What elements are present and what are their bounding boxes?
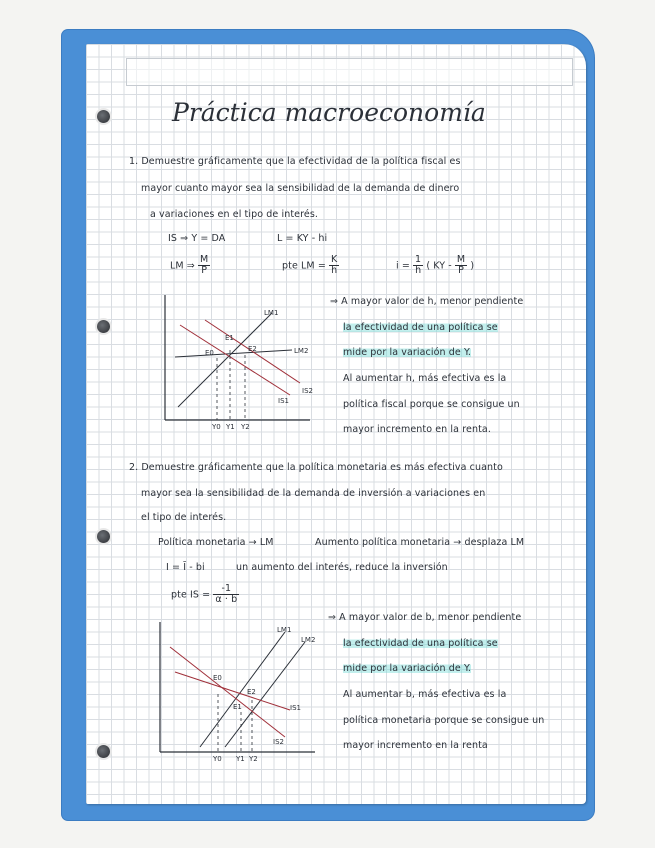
q1-interest-close: ) [470, 260, 475, 272]
q1-slope-fraction [329, 255, 339, 277]
q1-statement-line1: 1. Demuestre gráficamente que la efectividad de la política fiscal es [129, 156, 461, 167]
q1-lm-prefix: LM ⇒ [170, 260, 195, 272]
q2-slope-fraction [213, 584, 239, 606]
q1-lm-fraction [198, 255, 210, 277]
q2-policy-right: Aumento política monetaria → desplaza LM [315, 537, 525, 548]
punch-hole-lower [97, 530, 110, 543]
q2-equation-slope [171, 584, 239, 606]
q1-equation-lm [170, 255, 210, 277]
q1-label-y2: Y2 [241, 423, 250, 431]
q2-answer-line3: mide por la variación de Y. [343, 663, 472, 674]
q1-interest-den: h [415, 265, 422, 277]
q1-answer-line1: ⇒ A mayor valor de h, menor pendiente [330, 296, 524, 307]
q2-islm-graph [155, 622, 325, 762]
q1-answer-line2: la efectividad de una política se [343, 322, 498, 333]
q1-interest-fraction [413, 255, 423, 277]
q2-lm2-line [225, 642, 305, 747]
q2-label-is1: IS1 [290, 704, 301, 712]
q1-label-e1: E1 [225, 334, 234, 342]
q1-interest-fraction2 [455, 255, 467, 277]
header-box [126, 58, 573, 86]
q1-islm-graph [160, 295, 320, 430]
q1-statement-line3: a variaciones en el tipo de interés. [150, 209, 319, 220]
q2-label-lm1: LM1 [277, 626, 292, 634]
q1-interest-prefix: i = [396, 260, 410, 272]
q1-answer-line3: mide por la variación de Y. [343, 347, 472, 358]
q1-label-lm2: LM2 [294, 347, 309, 355]
q2-label-e1: E1 [233, 703, 242, 711]
punch-hole-top [97, 110, 110, 123]
q1-label-e0: E0 [205, 349, 214, 357]
q1-interest-den2: P [458, 265, 464, 277]
q2-slope-den: α · b [215, 594, 238, 606]
q2-answer-line5: política monetaria porque se consigue un [343, 715, 545, 726]
q1-label-is1: IS1 [278, 397, 289, 405]
q2-answer-line4: Al aumentar b, más efectiva es la [343, 689, 507, 700]
q2-investment-text: un aumento del interés, reduce la inversión [236, 562, 448, 573]
q1-label-is2: IS2 [302, 387, 313, 395]
punch-hole-bottom [97, 745, 110, 758]
q2-statement-line1: 2. Demuestre gráficamente que la política monetaria es más efectiva cuanto [129, 462, 503, 473]
q1-interest-mid: ( KY - [426, 260, 452, 272]
q1-label-e2: E2 [248, 345, 257, 353]
q2-label-is2: IS2 [273, 738, 284, 746]
q2-is2-line [170, 647, 285, 737]
q1-lm-den: P [201, 265, 208, 277]
title-text: Práctica macroeconomía [172, 98, 486, 127]
q1-statement-line2: mayor cuanto mayor sea la sensibilidad de la demanda de dinero [141, 183, 460, 194]
q1-is1-line [180, 325, 290, 395]
q1-slope-prefix: pte LM = [282, 260, 326, 272]
q2-answer-line2: la efectividad de una política se [343, 638, 498, 649]
q1-equation-interest [396, 255, 474, 277]
q2-label-e2: E2 [247, 688, 256, 696]
q1-equation-is: IS ⇒ Y = DA [168, 233, 226, 244]
q1-answer-line4: Al aumentar h, más efectiva es la [343, 373, 507, 384]
q1-lm1-line [178, 313, 272, 407]
q1-answer-line6: mayor incremento en la renta. [343, 424, 491, 435]
q2-answer-line1: ⇒ A mayor valor de b, menor pendiente [328, 612, 522, 623]
q2-investment-equation: I = Ī - bi [166, 562, 205, 573]
q2-lm1-line [200, 632, 285, 747]
q1-label-y1: Y1 [226, 423, 235, 431]
page-title [172, 98, 486, 127]
q1-equation-slope [282, 255, 339, 277]
q2-label-lm2: LM2 [301, 636, 316, 644]
q2-slope-prefix: pte IS = [171, 589, 211, 601]
q1-interest-num2: M [456, 254, 466, 265]
q2-label-y1: Y1 [236, 755, 245, 763]
q2-statement-line2: mayor sea la sensibilidad de la demanda de inversión a variaciones en [141, 488, 486, 499]
q1-label-lm1: LM1 [264, 309, 279, 317]
q1-answer-line5: política fiscal porque se consigue un [343, 399, 520, 410]
q2-answer-line6: mayor incremento en la renta [343, 740, 488, 751]
q2-policy-left: Política monetaria → LM [158, 537, 274, 548]
punch-hole-middle [97, 320, 110, 333]
q1-slope-den: h [331, 265, 338, 277]
q2-statement-line3: el tipo de interés. [141, 512, 227, 523]
q2-label-e0: E0 [213, 674, 222, 682]
q2-slope-num: -1 [213, 584, 239, 595]
q2-label-y2: Y2 [249, 755, 258, 763]
q1-interest-num: 1 [415, 254, 422, 265]
q2-label-y0: Y0 [213, 755, 222, 763]
q1-lm-num: M [200, 254, 209, 265]
q1-equation-money-demand: L = KY - hi [277, 233, 328, 244]
q1-slope-num: K [331, 254, 338, 265]
q1-label-y0: Y0 [212, 423, 221, 431]
